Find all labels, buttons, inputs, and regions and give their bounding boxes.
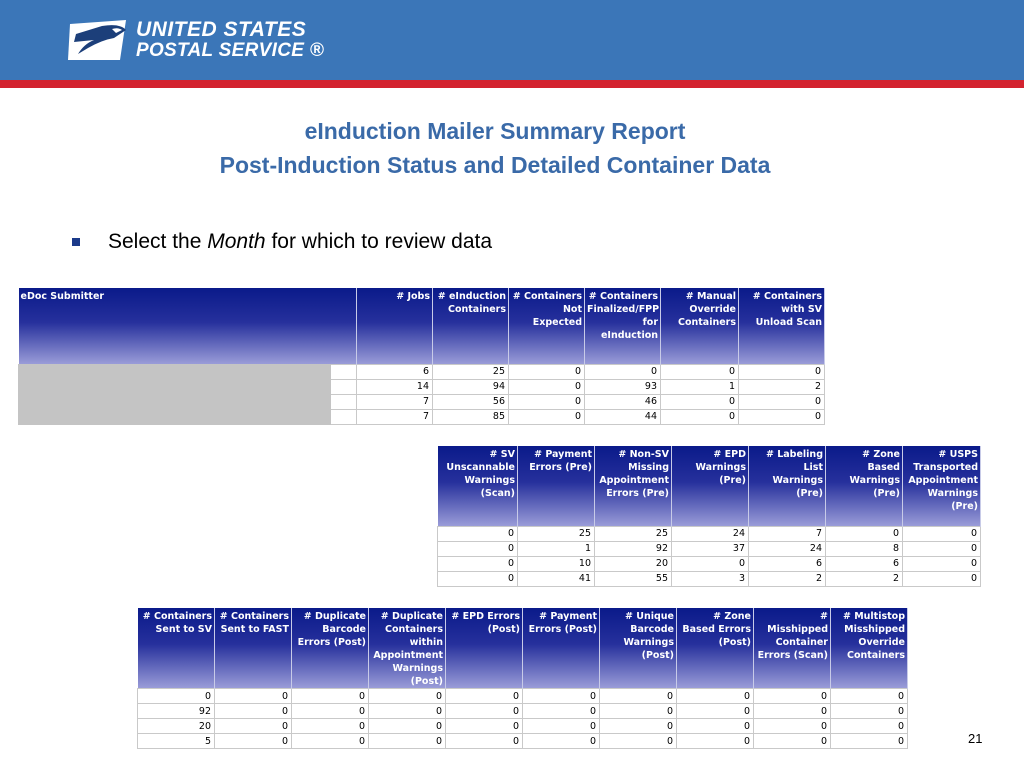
table-cell: 0 (903, 541, 981, 556)
table-cell: 0 (826, 526, 903, 541)
table-row (438, 556, 981, 571)
table-cell: 93 (585, 379, 661, 394)
table-cell: 1 (518, 541, 595, 556)
table-cell: 0 (509, 379, 585, 394)
table-cell: 24 (749, 541, 826, 556)
table-cell: 0 (677, 719, 754, 734)
blank-cell (331, 379, 357, 394)
table-row (438, 526, 981, 541)
bullet-text (108, 230, 492, 254)
blank-cell (331, 394, 357, 409)
table-cell: 0 (438, 556, 518, 571)
usps-logo (68, 18, 324, 62)
post-induction-errors-table (137, 608, 908, 749)
col-header: # Labeling List Warnings (Pre) (749, 446, 826, 526)
table-cell: 0 (509, 394, 585, 409)
table-cell: 0 (739, 364, 825, 379)
table-cell: 46 (585, 394, 661, 409)
bullet-suffix: for which to review data (265, 230, 493, 253)
table-cell: 6 (749, 556, 826, 571)
logo-line1: UNITED STATES (136, 18, 307, 41)
table-cell: 0 (215, 734, 292, 749)
table-cell: 20 (595, 556, 672, 571)
table-cell: 3 (672, 571, 749, 586)
table-cell: 0 (446, 719, 523, 734)
col-header: # Misshipped Container Errors (Scan) (754, 608, 831, 689)
col-header: # Containers Not Expected (509, 288, 585, 364)
col-header: # Manual Override Containers (661, 288, 739, 364)
eagle-icon (68, 18, 130, 62)
table-cell: 2 (826, 571, 903, 586)
table-cell: 0 (446, 689, 523, 704)
table-row (438, 571, 981, 586)
table-cell: 0 (600, 734, 677, 749)
col-header: # Zone Based Warnings (Pre) (826, 446, 903, 526)
col-header: # EPD Errors (Post) (446, 608, 523, 689)
table-row (138, 719, 908, 734)
slide-number: 21 (968, 731, 983, 746)
submitter-name-cell (19, 394, 331, 409)
table-cell: 10 (518, 556, 595, 571)
table-row (138, 704, 908, 719)
col-header: # Unique Barcode Warnings (Post) (600, 608, 677, 689)
col-header: # Containers with SV Unload Scan (739, 288, 825, 364)
table-cell: 0 (661, 364, 739, 379)
table-cell: 0 (903, 556, 981, 571)
page-subtitle: Post-Induction Status and Detailed Container Data (219, 152, 771, 178)
col-header: # Containers Finalized/FPP for eInduction (585, 288, 661, 364)
table-cell: 0 (523, 734, 600, 749)
table-cell: 14 (357, 379, 433, 394)
col-header: # Payment Errors (Post) (523, 608, 600, 689)
table-cell: 0 (446, 704, 523, 719)
col-header: # USPS Transported Appointment Warnings (Pre) (903, 446, 981, 526)
table-cell: 0 (369, 704, 446, 719)
table-cell: 0 (831, 689, 908, 704)
table-cell: 0 (831, 704, 908, 719)
table-cell: 5 (138, 734, 215, 749)
submitter-summary-table (18, 288, 825, 425)
table-cell: 0 (446, 734, 523, 749)
table-cell: 85 (433, 409, 509, 424)
bullet-emphasis: Month (207, 230, 266, 253)
table-row (138, 689, 908, 704)
table-cell: 0 (215, 704, 292, 719)
col-header: # Containers Sent to FAST (215, 608, 292, 689)
table-cell: 0 (523, 689, 600, 704)
table-cell: 0 (677, 734, 754, 749)
table-cell: 94 (433, 379, 509, 394)
header-red-stripe (0, 80, 1024, 88)
table-cell: 0 (677, 704, 754, 719)
table-cell: 0 (661, 409, 739, 424)
pre-induction-warnings-table (437, 446, 981, 587)
col-header: eDoc Submitter (19, 288, 357, 364)
page-title: eInduction Mailer Summary Report (304, 118, 686, 144)
table-cell: 0 (292, 734, 369, 749)
table-cell: 0 (215, 689, 292, 704)
table-cell: 7 (357, 409, 433, 424)
table-cell: 0 (600, 719, 677, 734)
table-cell: 0 (903, 526, 981, 541)
col-header: # EPD Warnings (Pre) (672, 446, 749, 526)
table-cell: 0 (509, 364, 585, 379)
col-header: # Duplicate Barcode Errors (Post) (292, 608, 369, 689)
table-cell: 0 (585, 364, 661, 379)
table-cell: 44 (585, 409, 661, 424)
table-cell: 92 (595, 541, 672, 556)
col-header: # Non-SV Missing Appointment Errors (Pre) (595, 446, 672, 526)
table-row (438, 541, 981, 556)
table-cell: 0 (438, 541, 518, 556)
table-cell: 0 (292, 704, 369, 719)
table-cell: 0 (903, 571, 981, 586)
table-cell: 0 (677, 689, 754, 704)
table-cell: 6 (357, 364, 433, 379)
table-row (19, 364, 825, 379)
table-cell: 0 (739, 409, 825, 424)
table-cell: 0 (509, 409, 585, 424)
table-cell: 0 (215, 719, 292, 734)
submitter-name-cell (19, 409, 331, 424)
table-cell: 0 (754, 734, 831, 749)
table-cell: 0 (523, 719, 600, 734)
logo-line2: POSTAL SERVICE ® (136, 40, 325, 61)
submitter-name-cell (19, 379, 331, 394)
table-cell: 0 (831, 719, 908, 734)
table-cell: 20 (138, 719, 215, 734)
table-cell: 24 (672, 526, 749, 541)
table-cell: 25 (518, 526, 595, 541)
table-cell: 0 (754, 719, 831, 734)
bullet-icon (72, 238, 80, 246)
col-header: # Multistop Misshipped Override Containers (831, 608, 908, 689)
table-cell: 0 (292, 719, 369, 734)
table-cell: 7 (749, 526, 826, 541)
col-header: # Payment Errors (Pre) (518, 446, 595, 526)
bullet-prefix: Select the (108, 230, 208, 253)
col-header: # Zone Based Errors (Post) (677, 608, 754, 689)
table-cell: 6 (826, 556, 903, 571)
table-cell: 25 (595, 526, 672, 541)
table-cell: 0 (369, 689, 446, 704)
table-cell: 55 (595, 571, 672, 586)
table-cell: 8 (826, 541, 903, 556)
table-cell: 25 (433, 364, 509, 379)
table-cell: 0 (438, 571, 518, 586)
table-row (19, 394, 825, 409)
table-cell: 0 (138, 689, 215, 704)
col-header: # Jobs (357, 288, 433, 364)
table-cell: 0 (661, 394, 739, 409)
table-cell: 0 (600, 689, 677, 704)
table-cell: 0 (754, 704, 831, 719)
col-header: # Duplicate Containers within Appointment Warnings (Post) (369, 608, 446, 689)
instruction-bullet (72, 230, 492, 254)
table-cell: 0 (369, 719, 446, 734)
table-cell: 7 (357, 394, 433, 409)
table-cell: 1 (661, 379, 739, 394)
header-banner (0, 0, 1024, 80)
table-cell: 0 (831, 734, 908, 749)
blank-cell (331, 409, 357, 424)
table-cell: 2 (749, 571, 826, 586)
col-header: # Containers Sent to SV (138, 608, 215, 689)
table-row (138, 734, 908, 749)
table-cell: 0 (754, 689, 831, 704)
table-cell: 0 (369, 734, 446, 749)
col-header: # SV Unscannable Warnings (Scan) (438, 446, 518, 526)
table-cell: 0 (438, 526, 518, 541)
table-cell: 92 (138, 704, 215, 719)
table-cell: 0 (739, 394, 825, 409)
submitter-name-cell (19, 364, 331, 379)
table-cell: 37 (672, 541, 749, 556)
table-cell: 0 (600, 704, 677, 719)
table-cell: 56 (433, 394, 509, 409)
col-header: # eInduction Containers (433, 288, 509, 364)
table-cell: 0 (523, 704, 600, 719)
table-cell: 41 (518, 571, 595, 586)
table-cell: 2 (739, 379, 825, 394)
blank-cell (331, 364, 357, 379)
table-cell: 0 (292, 689, 369, 704)
table-row (19, 409, 825, 424)
table-row (19, 379, 825, 394)
table-cell: 0 (672, 556, 749, 571)
